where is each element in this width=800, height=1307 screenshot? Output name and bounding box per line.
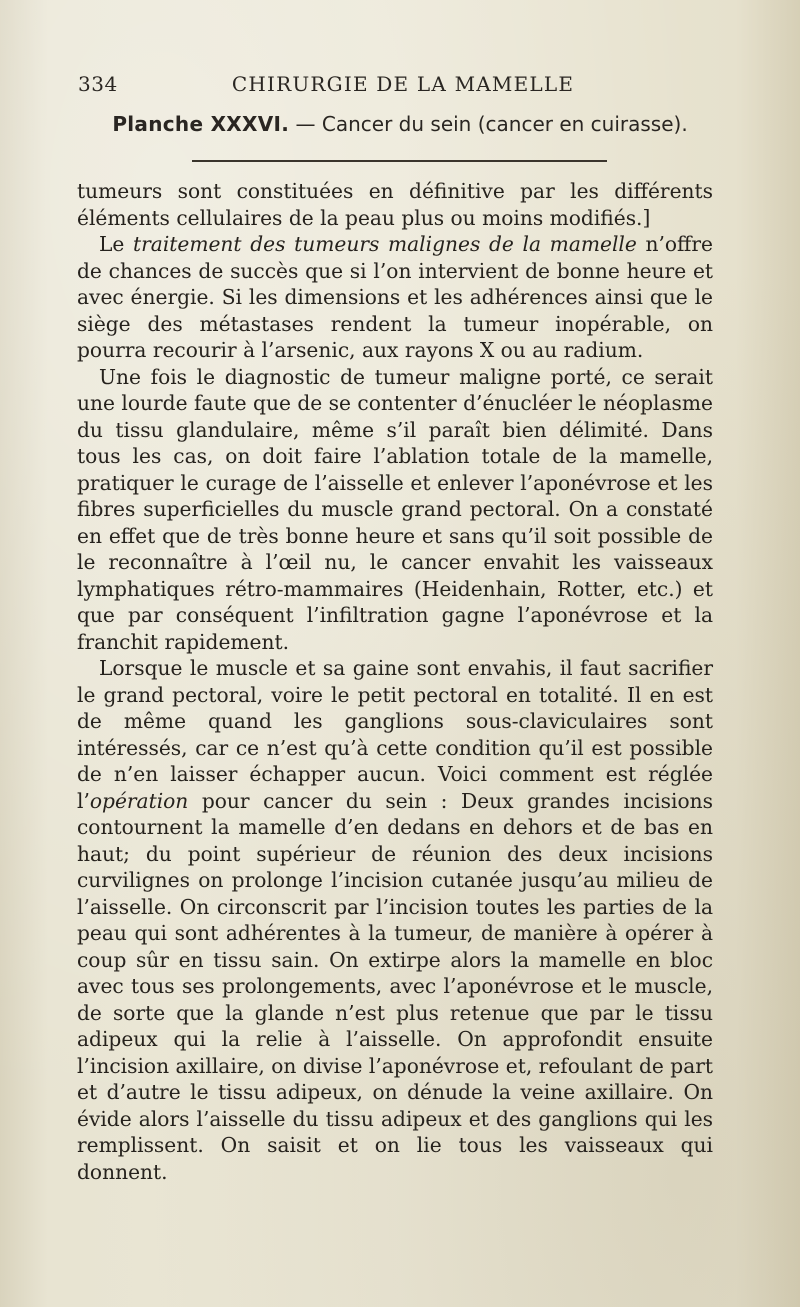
page-header — [78, 72, 728, 102]
text-segment-italic: traitement des tumeurs malignes de la mamelle — [133, 232, 637, 256]
body-text — [77, 178, 713, 1185]
paragraph — [77, 364, 713, 656]
paragraph — [77, 231, 713, 364]
running-title: CHIRURGIE DE LA MAMELLE — [231, 72, 575, 96]
text-segment-italic: opération — [89, 788, 189, 813]
plate-caption: Cancer du sein (cancer en cuirasse). — [321, 112, 688, 136]
text-segment: Le — [99, 232, 134, 256]
text-segment: Lorsque le muscle et sa gaine sont envahis, il faut sacrifier le grand pectoral, voire le petit pectoral en totalité. Il en est de même quand les ganglions sous-claviculaires sont intéressés, car ce n’est qu’à cette condition qu’il est possible de n’en laisser échapper aucun. Voici comment est réglée l’ — [77, 656, 713, 813]
text-segment: Une fois le diagnostic de tumeur maligne porté, ce serait une lourde faute que de se contenter d’énucléer le néoplasme du tissu glandulaire, même s’il paraît bien délimité. Dans tous les cas, on doit faire l’ablation totale de la mamelle, pratiquer le curage de l’aisselle et enlever l’aponévrose et les fibres superficielles du muscle grand pectoral. On a constaté en effet que de très bonne heure et sans qu’il soit possible de le reconnaître à l’œil nu, le cancer envahit les vaisseaux lymphatiques rétro-mammaires (Heidenhain, Rotter, etc.) et que par conséquent l’infiltration gagne l’aponévrose et la franchit rapidement. — [77, 364, 713, 654]
plate-caption-line — [0, 112, 800, 136]
horizontal-rule — [192, 160, 607, 162]
text-segment: n’offre de chances de succès que si l’on intervient de bonne heure et avec énergie. Si les dimensions et les adhérences ainsi que le siège des métastases rendent la tumeur inopérable, on pourra recourir à l’arsenic, aux rayons X ou au radium. — [77, 232, 713, 362]
paragraph — [77, 655, 713, 1185]
text-segment: pour cancer du sein : Deux grandes incisions contournent la mamelle d’en dedans en dehors et de bas en haut; du point supérieur de réunion des deux incisions curvilignes on prolonge l’incision cutanée jusqu’au milieu de l’aisselle. On circonscrit par l’incision toutes les parties de la peau qui sont adhérentes à la tumeur, de manière à opérer à coup sûr en tissu sain. On extirpe alors la mamelle en bloc avec tous ses prolongements, avec l’aponévrose et le muscle, de sorte que la glande n’est plus retenue que par le tissu adipeux qui la relie à l’aisselle. On approfondit ensuite l’incision axillaire, on divise l’aponévrose et, refoulant de part et d’autre le tissu adipeux, on dénude la veine axillaire. On évide alors l’aisselle du tissu adipeux et des ganglions qui les remplissent. On saisit et on lie tous les vaisseaux qui donnent. — [77, 788, 713, 1184]
plate-label: Planche XXXVI. — [112, 112, 290, 136]
paragraph — [77, 178, 713, 231]
text-segment: tumeurs sont constituées en définitive par les différents éléments cellulaires de la peau plus ou moins modifiés.] — [77, 179, 713, 230]
page-number: 334 — [78, 72, 118, 96]
plate-dash: — — [295, 112, 316, 136]
